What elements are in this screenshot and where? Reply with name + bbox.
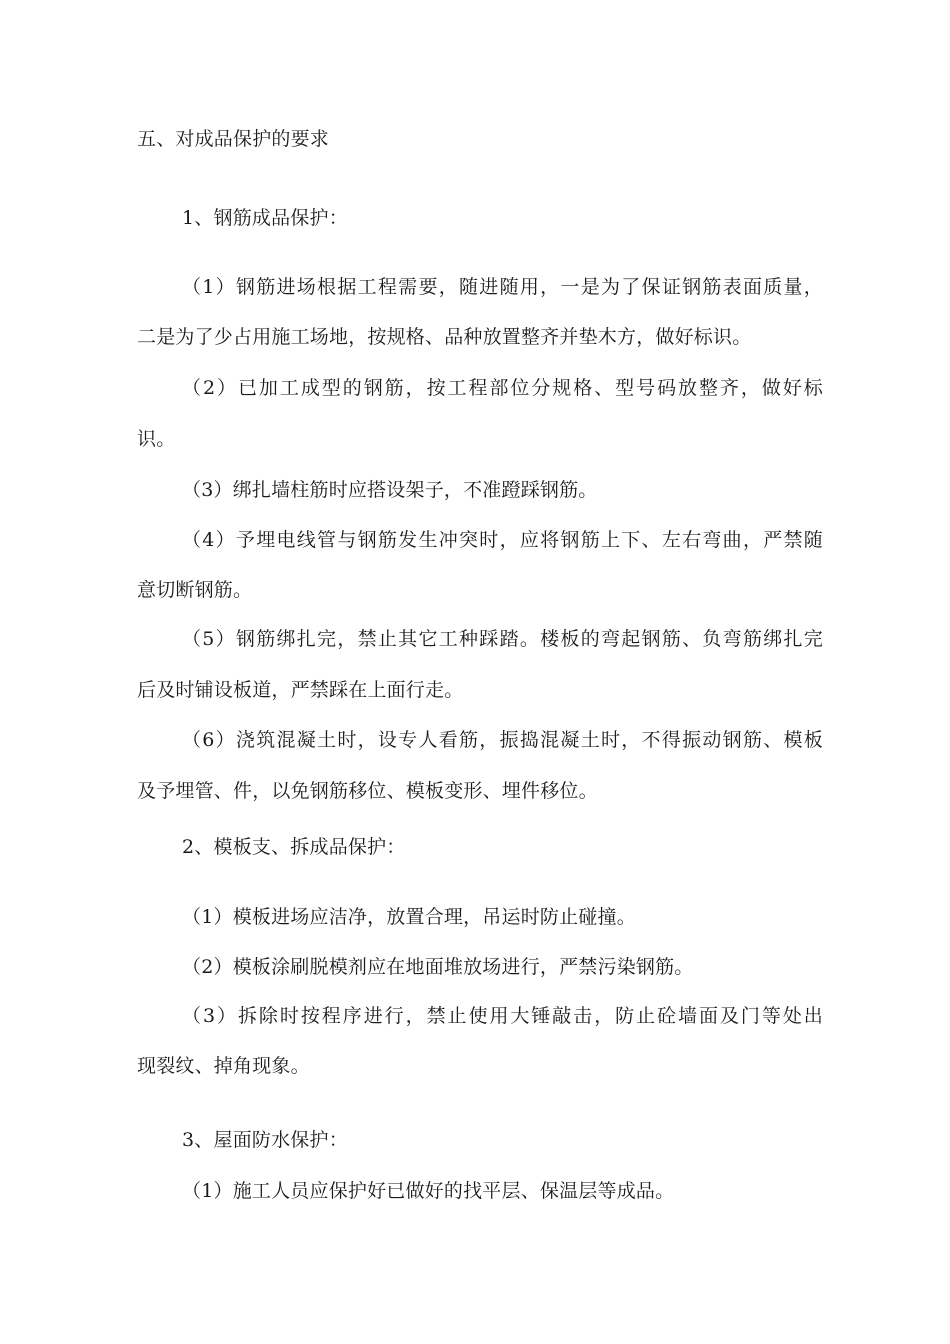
rebar-item-1-line-2: 二是为了少占用施工场地，按规格、品种放置整齐并垫木方，做好标识。 <box>137 326 752 348</box>
section-title: 五、对成品保护的要求 <box>137 128 330 150</box>
formwork-item-3-line-2: 现裂纹、掉角现象。 <box>137 1055 310 1077</box>
rebar-item-4-line-2: 意切断钢筋。 <box>137 579 253 601</box>
rebar-item-5-line-1: （5）钢筋绑扎完，禁止其它工种踩踏。楼板的弯起钢筋、负弯筋绑扎完 <box>182 628 823 650</box>
rebar-item-3-line-1: （3）绑扎墙柱筋时应搭设架子，不准蹬踩钢筋。 <box>182 479 598 501</box>
rebar-item-2-line-1: （2）已加工成型的钢筋，按工程部位分规格、型号码放整齐，做好标 <box>182 377 823 399</box>
rebar-item-1-line-1: （1）钢筋进场根据工程需要，随进随用，一是为了保证钢筋表面质量， <box>182 276 823 298</box>
rebar-item-2-line-2: 识。 <box>137 428 176 450</box>
rebar-item-6-line-2: 及予埋管、件，以免钢筋移位、模板变形、埋件移位。 <box>137 780 598 802</box>
formwork-item-3-line-1: （3）拆除时按程序进行，禁止使用大锤敲击，防止砼墙面及门等处出 <box>182 1005 823 1027</box>
roof-item-1-line-1: （1）施工人员应保护好已做好的找平层、保温层等成品。 <box>182 1180 675 1202</box>
formwork-item-2-line-1: （2）模板涂刷脱模剂应在地面堆放场进行，严禁污染钢筋。 <box>182 956 694 978</box>
rebar-item-5-line-2: 后及时铺设板道，严禁踩在上面行走。 <box>137 679 464 701</box>
formwork-item-1-line-1: （1）模板进场应洁净，放置合理，吊运时防止碰撞。 <box>182 906 636 928</box>
roof-heading: 3、屋面防水保护： <box>182 1129 348 1151</box>
formwork-heading: 2、模板支、拆成品保护： <box>182 836 406 858</box>
rebar-item-6-line-1: （6）浇筑混凝土时，设专人看筋，振捣混凝土时，不得振动钢筋、模板 <box>182 729 823 751</box>
rebar-heading: 1、钢筋成品保护： <box>182 207 348 229</box>
rebar-item-4-line-1: （4）予埋电线管与钢筋发生冲突时，应将钢筋上下、左右弯曲，严禁随 <box>182 529 823 551</box>
